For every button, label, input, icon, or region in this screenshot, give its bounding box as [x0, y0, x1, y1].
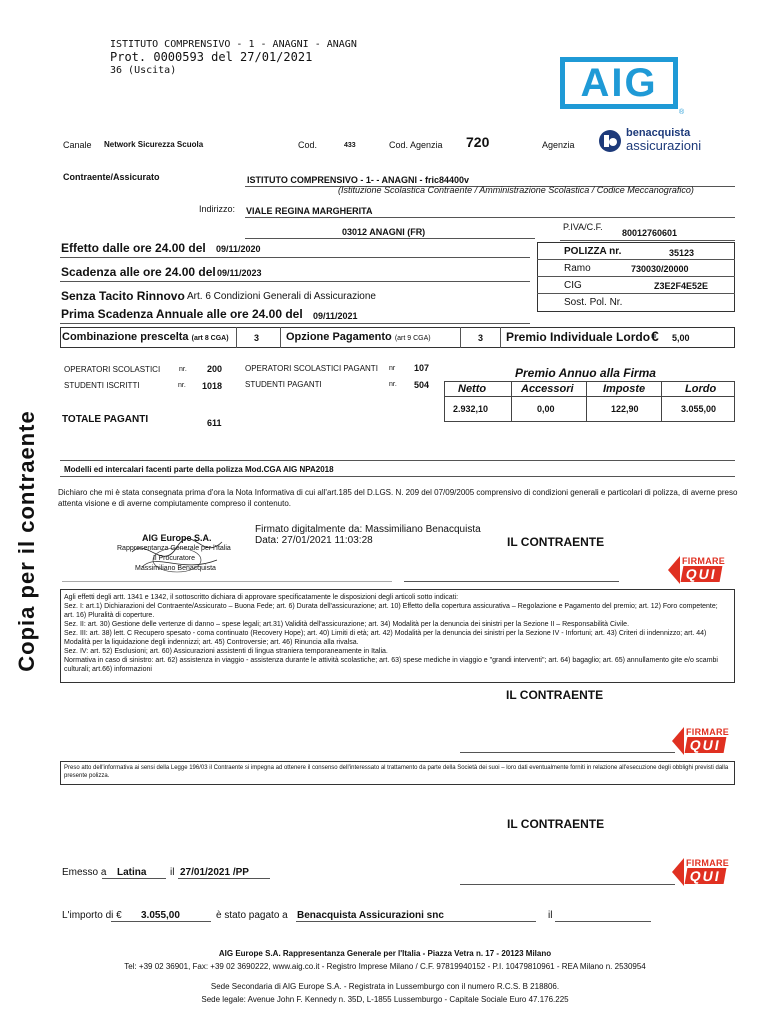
il-contraente-1: IL CONTRAENTE: [507, 535, 605, 549]
aig-signature-icon: [122, 532, 232, 577]
polizza-row-divider-1: [537, 259, 735, 260]
premio-header-accessori: Accessori: [521, 383, 574, 395]
cod-value: 433: [344, 142, 356, 149]
benacquista-mark-icon: [598, 129, 622, 153]
opzione-label-text: Opzione Pagamento: [286, 331, 392, 343]
prima-label: Prima Scadenza Annuale alle ore 24.00 del: [61, 307, 303, 321]
polizza-nr-value: 35123: [669, 248, 695, 258]
firmare-arrow-icon: [668, 556, 680, 584]
opzione-value: 3: [478, 333, 484, 343]
combinazione-value: 3: [254, 333, 260, 343]
footer-line2: Tel: +39 02 36901, Fax: +39 02 3690222, www.aig.co.it - Registro Imprese Milano / C.F. 97819940152 - P.I. 10479810961 - REA Milano n. 2530954: [124, 962, 646, 971]
contraente-sign-line-1: [404, 581, 619, 582]
op-iscritti-value: 200: [207, 364, 223, 374]
stud-iscritti-value: 1018: [202, 381, 223, 391]
stamp-line-3: 36 (Uscita): [110, 65, 177, 76]
premio-value-imposte: 122,90: [611, 404, 639, 414]
scadenza-label: Scadenza alle ore 24.00 del: [61, 265, 216, 279]
contraente-sign-line-3: [460, 884, 675, 885]
emesso-label: Emesso a: [62, 867, 107, 878]
importo-value: 3.055,00: [141, 910, 180, 921]
firmare-text: FIRMARE: [682, 556, 726, 566]
op-paganti-value: 107: [414, 363, 430, 373]
importo-a: Benacquista Assicurazioni snc: [297, 910, 444, 921]
agenzia-label: Agenzia: [542, 140, 575, 150]
cod-label: Cod.: [298, 140, 318, 150]
opzione-note: (art 9 CGA): [394, 335, 431, 342]
sost-label: Sost. Pol. Nr.: [564, 297, 623, 308]
firmare-qui-2[interactable]: [686, 727, 729, 755]
contraente-sign-line-2: [460, 752, 675, 753]
firma-digitale-line1: Firmato digitalmente da: Massimiliano Benacquista: [255, 524, 481, 535]
firma-digitale-line2: Data: 27/01/2021 11:03:28: [255, 535, 373, 546]
ramo-value: 730030/20000: [631, 264, 689, 274]
indirizzo-underline: [245, 217, 735, 218]
polizza-row-divider-3: [537, 293, 735, 294]
cod-agenzia-value: 720: [466, 134, 490, 150]
importo-label: L'importo di €: [62, 910, 122, 921]
premio-header-netto: Netto: [458, 383, 487, 395]
emesso-citta-underline: [102, 878, 166, 879]
footer-line3: Sede Secondaria di AIG Europe S.A. - Registrata in Lussemburgo con il numero R.C.S. B 218806.: [210, 982, 560, 991]
clausole-text: [64, 593, 729, 674]
clausola-1: Sez. I: art.1) Dichiarazioni del Contraente/Assicurato – Buona Fede; art. 6) Durata dell'assicurazione; art. 10) Effetto della copertura assicurativa – Regolazione e Pagamento del premio; art. 12) Foro competente; art. 16) Pluralità di coperture.: [64, 603, 718, 619]
firmare-text: FIRMARE: [686, 727, 730, 737]
aig-sign-line2: Il Procuratore: [153, 555, 196, 562]
contraente-label: Contraente/Assicurato: [63, 172, 160, 182]
op-paganti-nr: nr: [389, 365, 396, 372]
combinazione-label-text: Combinazione prescelta: [62, 331, 189, 343]
stud-iscritti-label: STUDENTI ISCRITTI: [64, 381, 140, 390]
premio-annuo-title: Premio Annuo alla Firma: [515, 366, 656, 380]
premio-header-lordo: Lordo: [685, 383, 717, 395]
indirizzo-value: VIALE REGINA MARGHERITA: [246, 206, 373, 216]
firmare-arrow-icon: [672, 858, 684, 886]
stud-paganti-value: 504: [414, 380, 430, 390]
op-iscritti-nr: nr.: [179, 366, 187, 373]
qui-text: QUI: [681, 566, 723, 582]
euro-sign: €: [651, 328, 659, 344]
il-contraente-2: IL CONTRAENTE: [506, 688, 604, 702]
benacquista-line-1: benacquista: [626, 127, 691, 139]
benacquista-logo: [598, 128, 758, 154]
scadenza-value: 09/11/2023: [217, 268, 262, 278]
registered-mark: ®: [679, 109, 685, 116]
citta-value: 03012 ANAGNI (FR): [342, 227, 426, 237]
cod-agenzia-label: Cod. Agenzia: [389, 140, 443, 150]
aig-sign-line: [62, 581, 392, 582]
ramo-label: Ramo: [564, 263, 591, 274]
clausola-0: Agli effetti degli artt. 1341 e 1342, il sottoscritto dichiara di approvare specificatamente le disposizioni degli articoli sotto indicati:: [64, 594, 459, 601]
prima-value: 09/11/2021: [313, 311, 358, 321]
aig-sign-line1: Rappresentanza Generale per l'Italia: [117, 545, 231, 552]
stud-iscritti-nr: nr.: [178, 382, 186, 389]
premio-value-netto: 2.932,10: [453, 404, 489, 414]
firmare-arrow-icon: [672, 727, 684, 755]
emesso-data: 27/01/2021 /PP: [180, 867, 249, 878]
piva-underline: [560, 240, 735, 241]
premio-header-imposte: Imposte: [603, 383, 646, 395]
comb-divider-3: [460, 327, 461, 348]
importo-value-underline: [111, 921, 211, 922]
premio-value-accessori: 0,00: [537, 404, 555, 414]
contraente-name: ISTITUTO COMPRENSIVO - 1- - ANAGNI - fric84400v: [247, 175, 470, 185]
tacito-label: Senza Tacito Rinnovo: [61, 289, 185, 303]
opzione-label: [286, 331, 431, 343]
modelli-text: Modelli ed intercalari facenti parte della polizza Mod.CGA AIG NPA2018: [64, 465, 334, 474]
polizza-nr-label: POLIZZA nr.: [564, 246, 622, 257]
combinazione-note: (art 8 CGA): [191, 335, 229, 342]
stamp-line-2: Prot. 0000593 del 27/01/2021: [110, 50, 313, 64]
footer-line4: Sede legale: Avenue John F. Kennedy n. 35D, L-1855 Lussemburgo - Capitale Sociale Euro 47.176.225: [201, 995, 569, 1004]
canale-value: Network Sicurezza Scuola: [104, 140, 204, 149]
totale-label: TOTALE PAGANTI: [62, 414, 149, 425]
clausola-2: Sez. II: art. 30) Gestione delle vertenze di danno – spese legali; art.31) Validità dell'assicurazione; art. 34) Modalità per la denuncia dei sinistri per la Sezione II – Responsabilità Civile.: [64, 621, 630, 628]
emesso-citta: Latina: [117, 867, 147, 878]
importo-il-underline: [555, 921, 651, 922]
effetto-underline: [60, 257, 530, 258]
comb-divider-2: [280, 327, 281, 348]
cig-value: Z3E2F4E52E: [654, 281, 709, 291]
modelli-top-line: [60, 460, 735, 461]
canale-label: Canale: [63, 140, 92, 150]
piva-value: 80012760601: [622, 228, 678, 238]
aig-logo: [560, 57, 678, 109]
comb-divider-1: [236, 327, 237, 348]
modelli-bottom-line: [60, 476, 735, 477]
importo-a-underline: [296, 921, 536, 922]
dichiaro-text: Dichiaro che mi è stata consegnata prima d'ora la Nota Informativa di cui all'art.185 del D.LGS. N. 209 del 07/09/2005 comprensivo di condizioni generali e particolari di polizza, di averne preso attenta visione e di averne compiutamente compreso il contenuto.: [58, 488, 738, 508]
privacy-text: Preso atto dell'informativa ai sensi della Legge 196/03 il Contraente si impegna ad ottenere il consenso dell'interessato al trattamento da parte della Società dei suoi – loro dati eventualmente forniti in relazione all'esecuzione degli obblighi previsti dalla presente polizza.: [64, 765, 729, 779]
aig-sign-line3: Massimiliano Benacquista: [135, 565, 216, 572]
protocol-stamp: [110, 38, 365, 85]
cig-label: CIG: [564, 280, 582, 291]
comb-divider-4: [500, 327, 501, 348]
firmare-text: FIRMARE: [686, 858, 730, 868]
combinazione-label: [62, 331, 229, 343]
qui-text: QUI: [685, 868, 727, 884]
premio-label: Premio Individuale Lordo: [506, 330, 651, 344]
tacito-text: Art. 6 Condizioni Generali di Assicurazione: [187, 291, 376, 302]
importo-pagato: è stato pagato a: [216, 910, 288, 921]
side-text: Copia per il contraente: [14, 410, 39, 672]
stamp-line-1: ISTITUTO COMPRENSIVO - 1 - ANAGNI - ANAGN: [110, 39, 357, 50]
qui-text: QUI: [685, 737, 727, 753]
effetto-label: Effetto dalle ore 24.00 del: [61, 241, 206, 255]
polizza-row-divider-2: [537, 276, 735, 277]
importo-il: il: [548, 910, 553, 921]
firmare-qui-1[interactable]: [682, 556, 725, 584]
clausola-3: Sez. III: art. 38) lett. C Recupero spesato - coma continuato (Recovery Hope); art. 40) Limiti di età; art. 42) Modalità per la denuncia dei sinistri per la Sezione IV - Infortuni; art. 43) Criteri di indennizzo; art. 44) Modalità per la liquidazione degli indennizzi; art. 45) Controversie; art. 46) Rinuncia alla rivalsa.: [64, 630, 707, 646]
prima-underline: [60, 323, 530, 324]
clausola-5: Normativa in caso di sinistro: art. 62) assistenza in viaggio - assistenza durante le attività scolastiche; art. 63) spese mediche in viaggio e "grandi interventi"; art. 64) bagaglio; art. 65) annullamento gite e/o scambi culturali; art.66) informazioni: [64, 657, 718, 673]
citta-underline: [245, 238, 535, 239]
effetto-value: 09/11/2020: [216, 244, 261, 254]
piva-label: P.IVA/C.F.: [563, 222, 603, 232]
clausola-4: Sez. IV: art. 52) Esclusioni; art. 60) Assicurazioni assistenti di lingua straniera temporaneamente in Italia.: [64, 648, 388, 655]
scadenza-underline: [60, 281, 530, 282]
op-iscritti-label: OPERATORI SCOLASTICI: [64, 365, 161, 374]
aig-sign-title: AIG Europe S.A.: [142, 533, 212, 543]
op-paganti-label: OPERATORI SCOLASTICI PAGANTI: [245, 364, 378, 373]
stud-paganti-label: STUDENTI PAGANTI: [245, 380, 322, 389]
totale-value: 611: [207, 418, 222, 428]
stud-paganti-nr: nr.: [389, 381, 397, 388]
il-contraente-3: IL CONTRAENTE: [507, 817, 605, 831]
emesso-il: il: [170, 867, 175, 878]
emesso-data-underline: [178, 878, 270, 879]
premio-value-lordo: 3.055,00: [681, 404, 717, 414]
footer-line1: AIG Europe S.A. Rappresentanza Generale per l'Italia - Piazza Vetra n. 17 - 20123 Milano: [218, 949, 552, 958]
premio-value: 5,00: [672, 333, 690, 343]
aig-logo-text: AIG: [580, 61, 658, 105]
contraente-sub: (Istituzione Scolastica Contraente / Amministrazione Scolastica / Codice Meccanografico): [338, 185, 694, 195]
benacquista-line-2: assicurazioni: [626, 138, 702, 153]
firmare-qui-3[interactable]: [686, 858, 729, 886]
indirizzo-label: Indirizzo:: [199, 204, 236, 214]
